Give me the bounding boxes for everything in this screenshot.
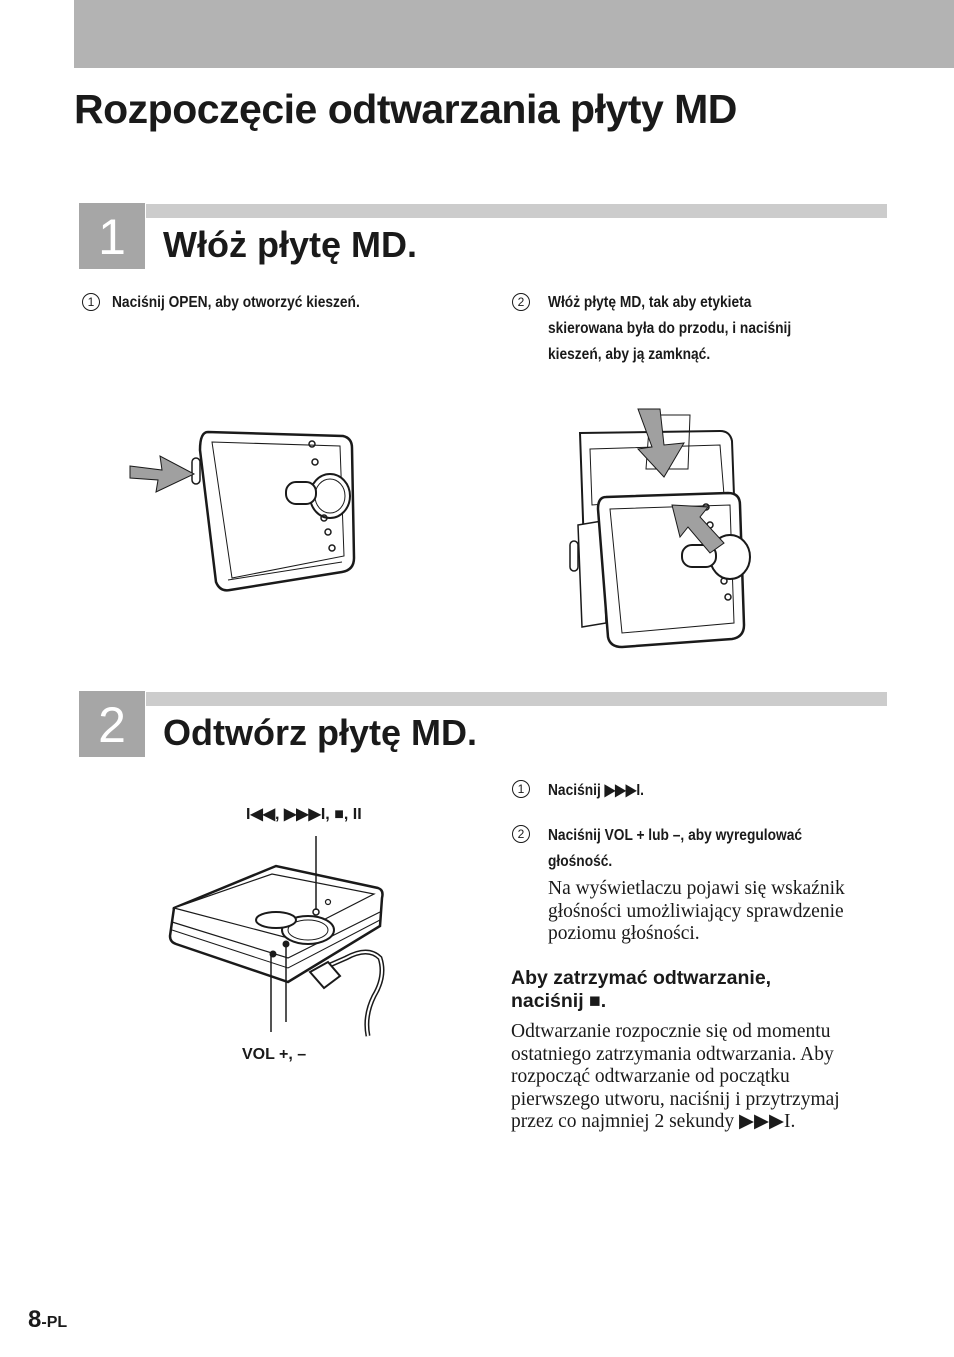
step2-sub2-line-2: głośność.	[548, 853, 613, 870]
step2-bar	[146, 692, 887, 706]
step1-sub2-line-1: Włóż płytę MD, tak aby etykieta	[548, 294, 752, 311]
step1-sub2-text	[548, 290, 791, 368]
step2-number: 2	[79, 691, 145, 757]
insert-arrow-icon	[130, 456, 194, 492]
step1-sub1-text: Naciśnij OPEN, aby otworzyć kieszeń.	[112, 294, 360, 311]
step1-number: 1	[79, 203, 145, 269]
step2-sub1-text: Naciśnij ▶▶▶I.	[548, 782, 644, 799]
step1-sub2-line-3: kieszeń, aby ją zamknąć.	[548, 346, 711, 363]
stop-heading: Aby zatrzymać odtwarzanie, naciśnij ■.	[511, 967, 772, 1012]
step1-sub1-marker: 1	[82, 293, 100, 311]
step1-sub2-marker: 2	[512, 293, 530, 311]
page-title: Rozpoczęcie odtwarzania płyty MD	[74, 86, 737, 132]
md-player-open-illustration	[128, 430, 358, 600]
md-player-play-illustration	[168, 826, 388, 1046]
step1-sub2-line-2: skierowana była do przodu, i naciśnij	[548, 320, 792, 337]
step2-sub2-line-1: Naciśnij VOL + lub –, aby wyregulować	[548, 827, 803, 844]
step1-title: Włóż płytę MD.	[163, 224, 417, 265]
page-number: 8-PL	[28, 1306, 68, 1333]
step2-sub2-body: Na wyświetlaczu pojawi się wskaźnik głośności umożliwiający sprawdzenie poziomu głośności.	[548, 878, 845, 944]
md-player-insert-illustration	[560, 405, 760, 650]
step2-sub1-marker: 1	[512, 780, 530, 798]
stop-body: Odtwarzanie rozpocznie się od momentu ostatniego zatrzymania odtwarzania. Aby rozpocząć odtwarzanie od początku pierwszego utworu, naciśnij i przytrzymaj przez co najmniej 2 sekundy ▶▶▶I.	[511, 1021, 840, 1132]
top-band	[74, 0, 954, 68]
callout-control-buttons: I◀◀, ▶▶▶I, ■, II	[246, 806, 362, 823]
step2-title: Odtwórz płytę MD.	[163, 712, 477, 753]
step2-sub2-text	[548, 823, 802, 875]
step1-bar	[146, 204, 887, 218]
callout-vol: VOL +, –	[242, 1046, 307, 1063]
step2-sub2-marker: 2	[512, 825, 530, 843]
